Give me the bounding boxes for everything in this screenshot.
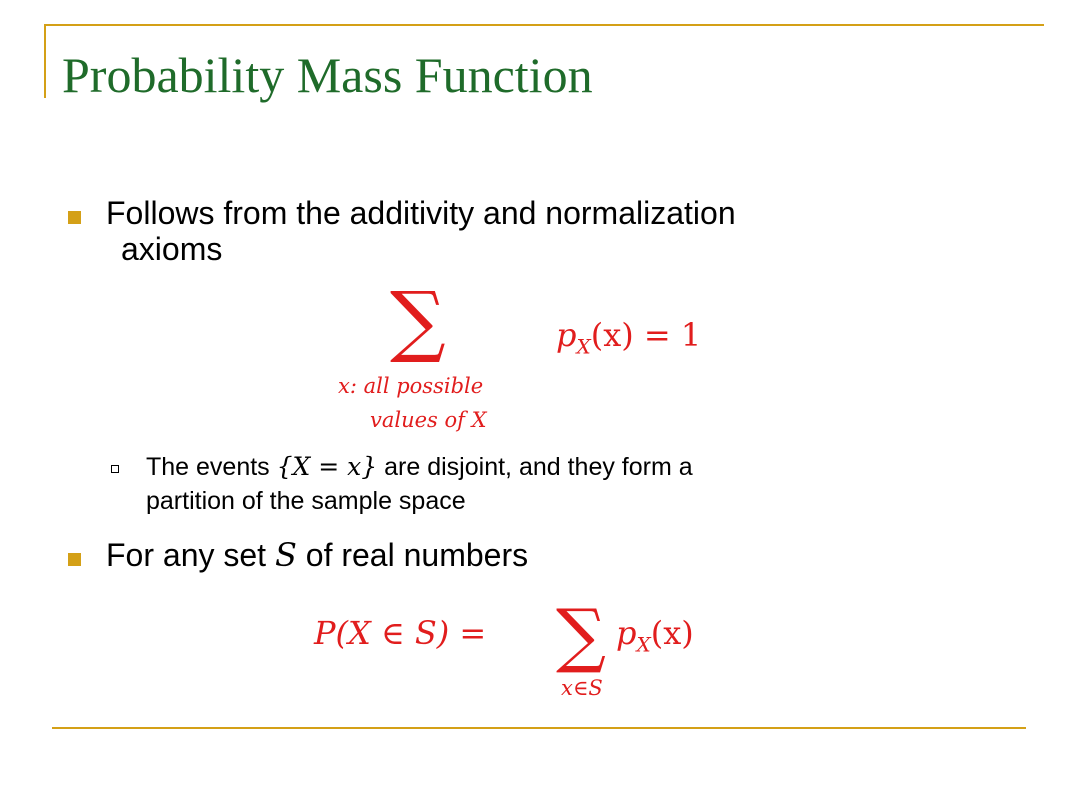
formula-1-subscript: X [576, 334, 591, 359]
bullet-2-math: S [274, 536, 297, 574]
formula-2-tail: (x) [650, 614, 694, 652]
bullet-2-pre: For any set [106, 537, 275, 573]
title-top-rule [44, 24, 1044, 26]
formula-2-p: p [616, 614, 637, 652]
bullet-2-post: of real numbers [296, 537, 529, 573]
formula-1-under-1: x: all possible [338, 374, 484, 398]
bullet-1-line-2: axioms [121, 231, 223, 267]
formula-1-tail: (x) = 1 [590, 316, 702, 354]
formula-1-rhs [556, 316, 701, 358]
bullet-1-line-1: Follows from the additivity and normalization [106, 195, 736, 231]
formula-2-lhs: P(X ∈ S) = [314, 614, 487, 652]
bullet-2-text [106, 537, 528, 573]
formula-2-rhs [616, 614, 694, 656]
formula-2-under: x∈S [561, 676, 603, 700]
bullet-square-icon [68, 211, 81, 224]
footer-rule [52, 727, 1026, 729]
summation-icon: ∑ [556, 594, 606, 676]
summation-icon: ∑ [390, 276, 446, 366]
sub-bullet-line-1 [146, 452, 693, 482]
sub-bullet-square-icon [111, 465, 119, 473]
formula-1-under-2: values of X [370, 408, 487, 432]
sub-bullet-pre: The events [146, 453, 277, 481]
formula-2-subscript: X [636, 632, 651, 657]
sub-bullet-line-2: partition of the sample space [146, 487, 466, 515]
slide-title: Probability Mass Function [62, 47, 593, 103]
bullet-square-icon [68, 553, 81, 566]
sub-bullet-math: {X = x} [276, 452, 378, 481]
formula-1-p: p [556, 316, 577, 354]
title-left-rule [44, 24, 46, 98]
sub-bullet-post: are disjoint, and they form a [377, 453, 693, 481]
